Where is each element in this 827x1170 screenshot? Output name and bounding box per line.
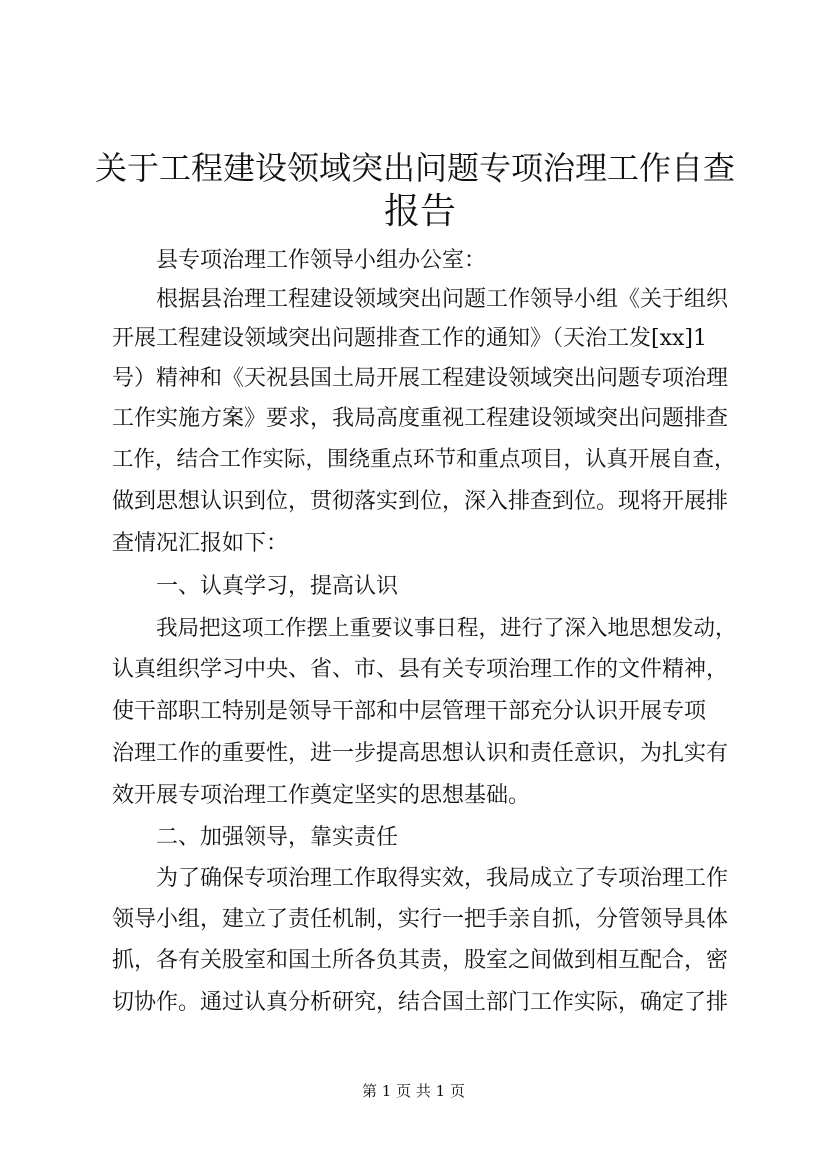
section-heading: 一、认真学习，提高认识 — [156, 574, 399, 599]
paragraph-line: 工作，结合工作实际，围绕重点环节和重点项目，认真开展自查， — [112, 447, 736, 472]
paragraph-line: 治理工作的重要性，进一步提高思想认识和责任意识，为扎实有 — [112, 741, 729, 766]
paragraph-line: 切协作。通过认真分析研究，结合国土部门工作实际，确定了排 — [112, 990, 729, 1015]
paragraph-line: 使干部职工特别是领导干部和中层管理干部充分认识开展专项 — [112, 699, 707, 724]
paragraph-line: 领导小组，建立了责任机制，实行一把手亲自抓，分管领导具体 — [112, 907, 729, 932]
paragraph-line: 查情况汇报如下： — [112, 531, 289, 556]
paragraph-line: 我局把这项工作摆上重要议事日程，进行了深入地思想发动， — [156, 616, 737, 641]
paragraph-line: 号）精神和《天祝县国土局开展工程建设领域突出问题专项治理 — [112, 366, 729, 391]
section-heading: 二、加强领导，靠实责任 — [156, 825, 399, 850]
paragraph-line: 根据县治理工程建设领域突出问题工作领导小组《关于组织 — [156, 287, 729, 312]
paragraph-line: 做到思想认识到位，贯彻落实到位，深入排查到位。现将开展排 — [112, 489, 729, 514]
paragraph-line: 认真组织学习中央、省、市、县有关专项治理工作的文件精神， — [112, 657, 729, 682]
paragraph-line: 开展工程建设领域突出问题排查工作的通知》（天治工发[xx]1 — [112, 326, 707, 351]
document-title-line-1: 关于工程建设领域突出问题专项治理工作自查 — [95, 149, 736, 187]
page-indicator: 第 1 页 共 1 页 — [362, 1082, 465, 1100]
document-title-line-2: 报告 — [383, 191, 456, 232]
paragraph-line: 抓，各有关股室和国土所各负其责，股室之间做到相互配合，密 — [112, 948, 729, 973]
paragraph-line: 工作实施方案》要求，我局高度重视工程建设领域突出问题排查 — [112, 406, 729, 431]
paragraph-line: 为了确保专项治理工作取得实效，我局成立了专项治理工作 — [156, 866, 729, 891]
paragraph-line: 效开展专项治理工作奠定坚实的思想基础。 — [112, 783, 531, 808]
salutation-line: 县专项治理工作领导小组办公室： — [156, 248, 487, 273]
